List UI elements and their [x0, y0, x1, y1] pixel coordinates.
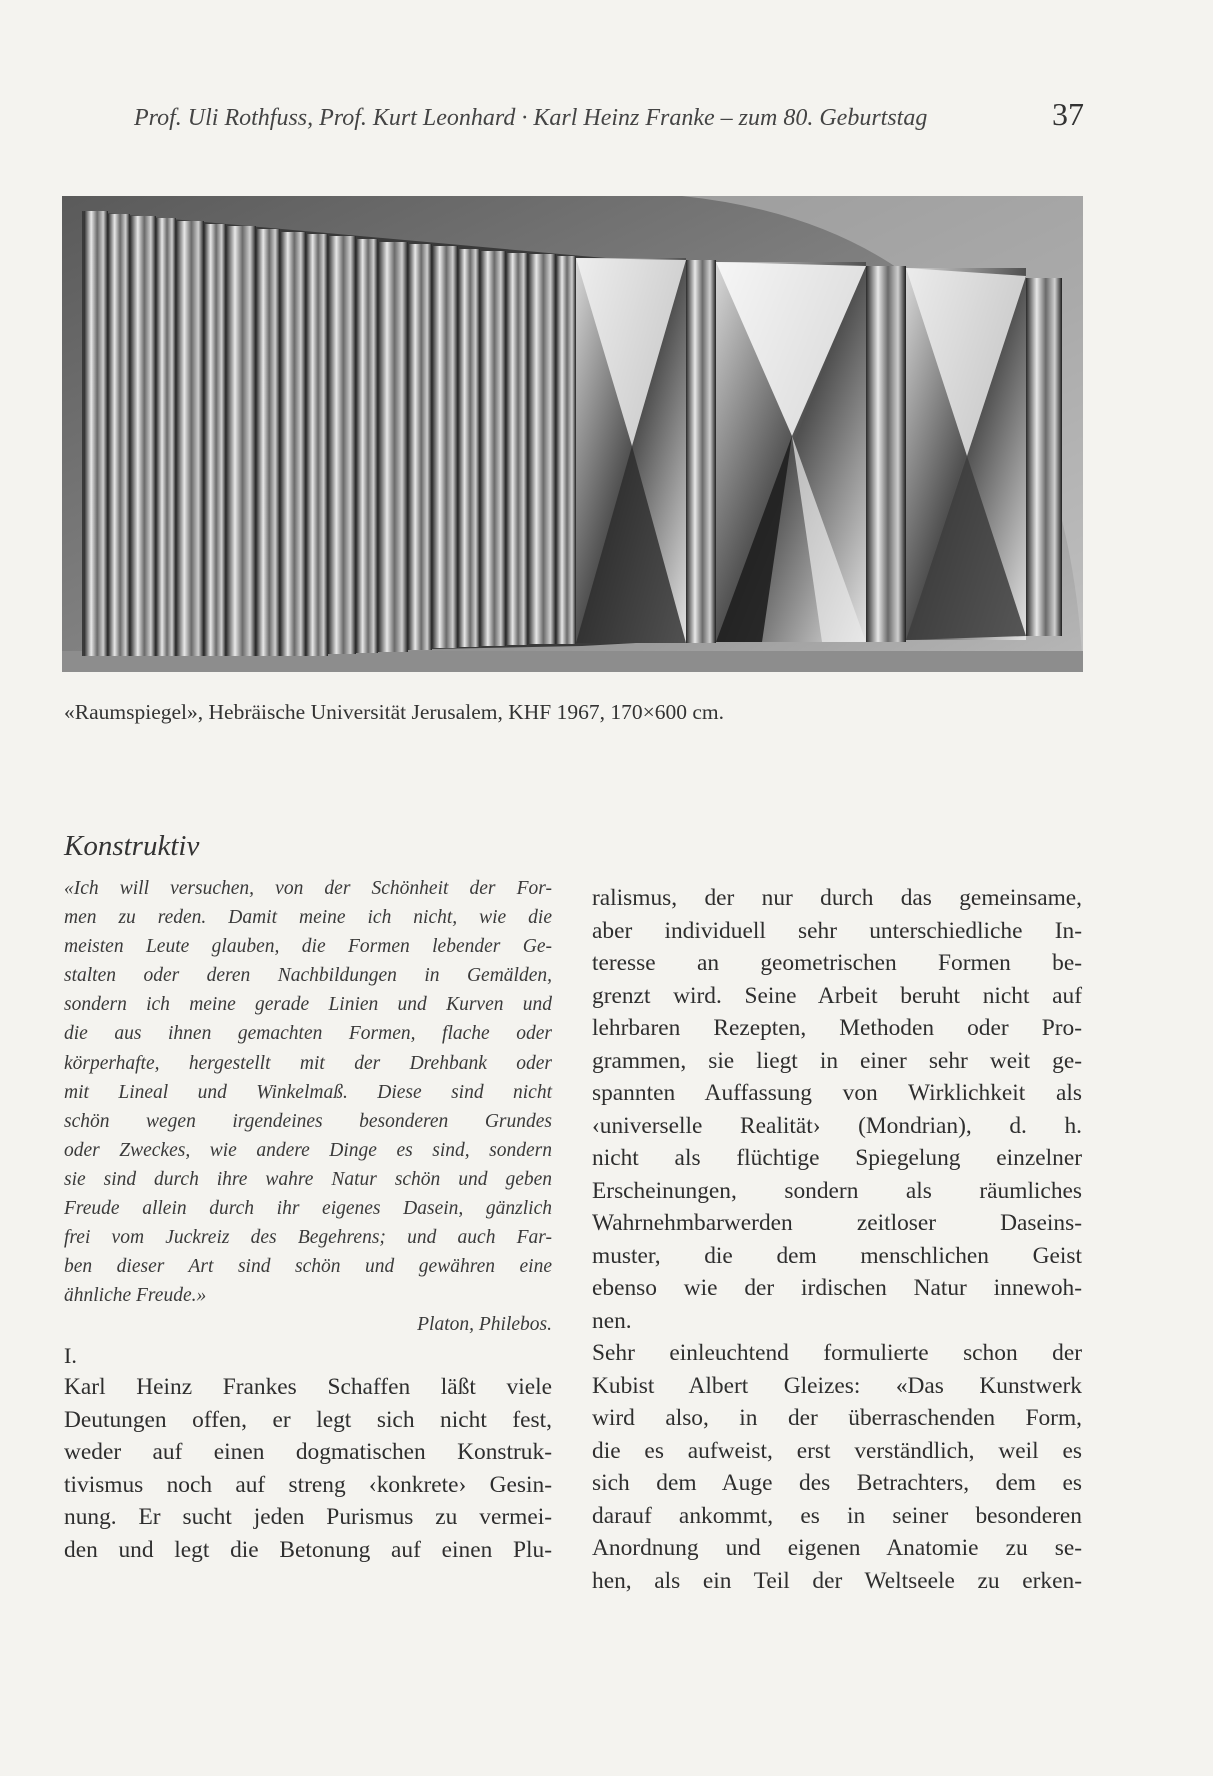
body-line: teresse an geometrischen Formen be- — [592, 950, 1082, 976]
body-line: ebenso wie der irdischen Natur innewoh- — [592, 1275, 1082, 1301]
quote-line: schön wegen irgendeines besonderen Grundes — [64, 1110, 552, 1132]
mirror-sculpture-image — [62, 196, 1083, 672]
body-line: weder auf einen dogmatischen Konstruk- — [64, 1439, 552, 1466]
running-title: Prof. Uli Rothfuss, Prof. Kurt Leonhard · Karl Heinz Franke – zum 80. Geburtstag — [134, 105, 928, 131]
quote-line: mit Lineal und Winkelmaß. Diese sind nicht — [64, 1081, 552, 1103]
body-line: darauf ankommt, es in seiner besonderen — [592, 1502, 1082, 1529]
body-line: spannten Auffassung von Wirklichkeit als — [592, 1080, 1082, 1106]
body-line: Erscheinungen, sondern als räumliches — [592, 1177, 1082, 1204]
quote-line: meisten Leute glauben, die Formen lebender Ge- — [64, 936, 552, 958]
right-column — [592, 882, 1082, 1597]
body-line: aber individuell sehr unterschiedliche In- — [592, 917, 1082, 944]
body-line: wird also, in der überraschenden Form, — [592, 1405, 1082, 1431]
body-line: den und legt die Betonung auf einen Plu- — [64, 1536, 552, 1563]
body-line: Wahrnehmbarwerden zeitloser Daseins- — [592, 1210, 1082, 1236]
right-body-paragraph-1 — [592, 882, 1082, 1337]
quote-line: frei vom Juckreiz des Begehrens; und auch Far- — [64, 1227, 552, 1249]
body-line: Deutungen offen, er legt sich nicht fest, — [64, 1406, 552, 1433]
left-column — [64, 828, 552, 1566]
body-line: grenzt wird. Seine Arbeit beruht nicht auf — [592, 982, 1082, 1009]
body-line: nen. — [592, 1307, 632, 1334]
quote-line: sie sind durch ihre wahre Natur schön und geben — [64, 1168, 552, 1190]
quote-attribution: Platon, Philebos. — [417, 1314, 552, 1336]
artwork-photo — [62, 196, 1083, 672]
right-body-paragraph-2 — [592, 1337, 1082, 1597]
quote-line: «Ich will versuchen, von der Schönheit der For- — [64, 878, 552, 899]
page-header — [60, 96, 1084, 133]
body-line: grammen, sie liegt in einer sehr weit ge- — [592, 1047, 1082, 1074]
body-line: muster, die dem menschlichen Geist — [592, 1242, 1082, 1269]
body-line: die es aufweist, erst verständlich, weil es — [592, 1437, 1082, 1464]
body-line: ‹universelle Realität› (Mondrian), d. h. — [592, 1112, 1082, 1139]
figure-caption: «Raumspiegel», Hebräische Universität Jerusalem, KHF 1967, 170×600 cm. — [64, 700, 724, 724]
quote-line: ähnliche Freude.» — [64, 1285, 207, 1307]
page-number: 37 — [1052, 96, 1084, 132]
body-line: Karl Heinz Frankes Schaffen läßt viele — [64, 1374, 552, 1401]
body-line: lehrbaren Rezepten, Methoden oder Pro- — [592, 1015, 1082, 1041]
quote-line: oder Zweckes, wie andere Dinge es sind, sondern — [64, 1139, 552, 1161]
quote-line: körperhafte, hergestellt mit der Drehbank oder — [64, 1052, 552, 1074]
quote-line: Freude allein durch ihr eigenes Dasein, gänzlich — [64, 1198, 552, 1220]
left-body-text — [64, 1371, 552, 1566]
epigraph-quote — [64, 874, 552, 1310]
section-title: Konstruktiv — [64, 830, 200, 862]
quote-line: die aus ihnen gemachten Formen, flache oder — [64, 1023, 552, 1045]
quote-line: stalten oder deren Nachbildungen in Gemälden, — [64, 965, 552, 987]
body-line: ralismus, der nur durch das gemeinsame, — [592, 885, 1082, 911]
body-line: hen, als ein Teil der Weltseele zu erken- — [592, 1567, 1082, 1594]
body-line: nicht als flüchtige Spiegelung einzelner — [592, 1145, 1082, 1171]
quote-line: sondern ich meine gerade Linien und Kurven und — [64, 994, 552, 1016]
quote-line: men zu reden. Damit meine ich nicht, wie die — [64, 907, 552, 929]
body-line: tivismus noch auf streng ‹konkrete› Gesin- — [64, 1471, 552, 1498]
body-line: nung. Er sucht jeden Purismus zu vermei- — [64, 1504, 552, 1531]
body-line: Anordnung und eigenen Anatomie zu se- — [592, 1535, 1082, 1561]
section-numeral: I. — [64, 1343, 77, 1369]
body-line: sich dem Auge des Betrachters, dem es — [592, 1470, 1082, 1496]
body-line: Sehr einleuchtend formulierte schon der — [592, 1340, 1082, 1366]
body-line: Kubist Albert Gleizes: «Das Kunstwerk — [592, 1372, 1082, 1399]
quote-line: ben dieser Art sind schön und gewähren eine — [64, 1256, 552, 1278]
